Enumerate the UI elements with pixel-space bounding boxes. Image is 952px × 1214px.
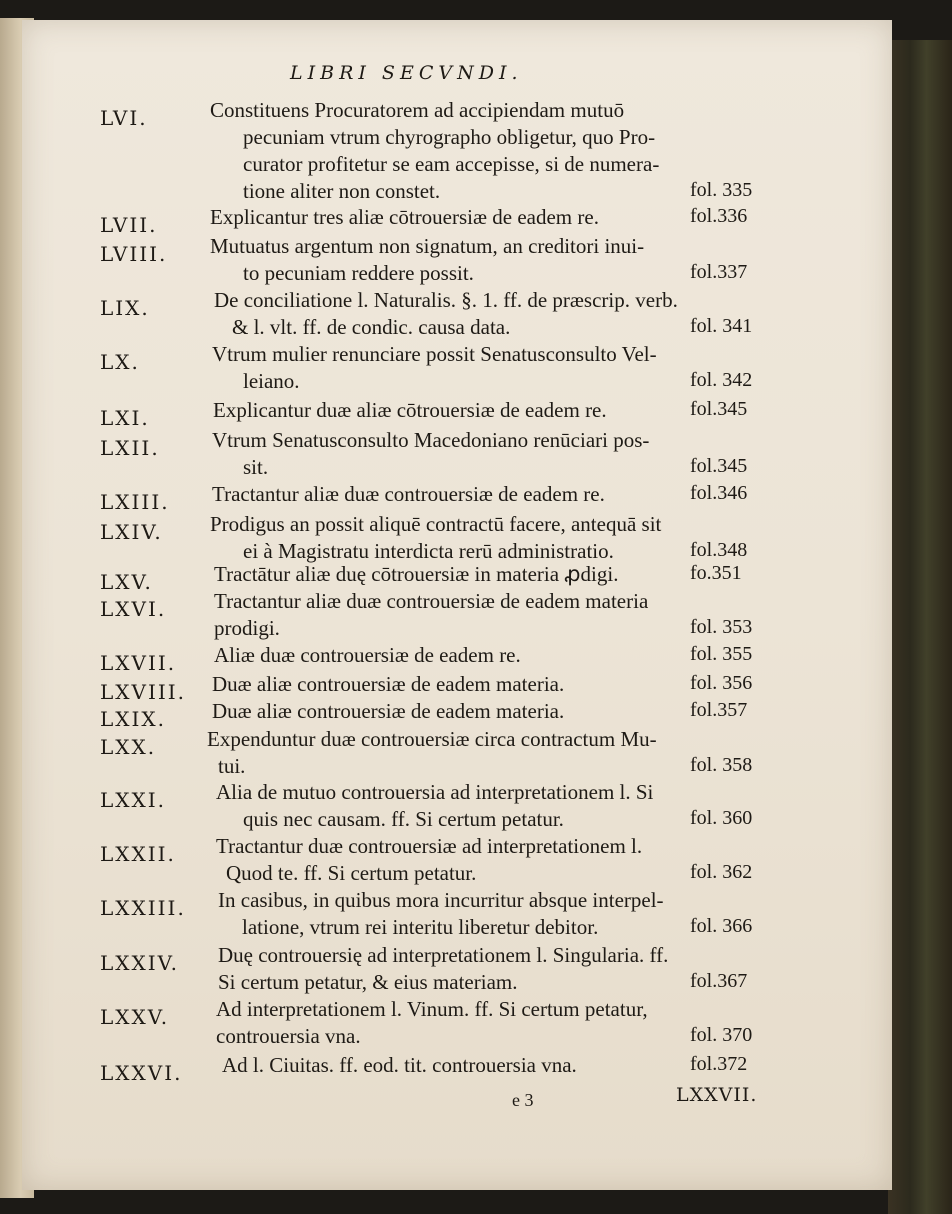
entry-text-line: Expenduntur duæ controuersiæ circa contractum Mu- [207, 727, 657, 751]
entry-text-line: In casibus, in quibus mora incurritur absque interpel- [218, 888, 664, 912]
entry-number: LVIII. [100, 242, 168, 266]
entry-number: LXXVI. [100, 1061, 183, 1085]
entry-number: LXXV. [100, 1005, 170, 1029]
folio-reference: fol. 360 [690, 807, 753, 829]
entry-text-line: Constituens Procuratorem ad accipiendam mutuō [210, 98, 625, 122]
entry-text-line: latione, vtrum rei interitu liberetur debitor. [242, 915, 599, 939]
entry-number: LXXII. [100, 842, 176, 866]
entry-text-line: Vtrum Senatusconsulto Macedoniano renūciari pos- [212, 428, 650, 452]
folio-reference: fol.345 [690, 455, 748, 477]
entry-text-line: Explicantur duæ aliæ cōtrouersiæ de eadem re. [213, 398, 607, 422]
entry-number: LXVII. [100, 651, 177, 675]
entry-text-line: to pecuniam reddere possit. [243, 261, 474, 285]
folio-reference: fol. 335 [690, 179, 753, 201]
entry-text-line: & l. vlt. ff. de condic. causa data. [232, 315, 511, 339]
entry-number: LXI. [100, 406, 150, 430]
entry-text-line: Aliæ duæ controuersiæ de eadem re. [214, 643, 521, 667]
entry-text-line: Tractātur aliæ duę cōtrouersiæ in materia ꝓdigi. [214, 562, 619, 586]
entry-text-line: Mutuatus argentum non signatum, an creditori inui- [210, 234, 645, 258]
entry-number: LXIII. [100, 490, 170, 514]
folio-reference: fol. 353 [690, 616, 753, 638]
entry-number: LXVI. [100, 597, 167, 621]
entry-text-line: sit. [243, 455, 269, 479]
entry-number: LXII. [100, 436, 160, 460]
entry-text-line: quis nec causam. ff. Si certum petatur. [243, 807, 564, 831]
folio-reference: fol. 355 [690, 643, 753, 665]
entry-text-line: Si certum petatur, & eius materiam. [218, 970, 518, 994]
entry-text-line: Explicantur tres aliæ cōtrouersiæ de eadem re. [210, 205, 599, 229]
folio-reference: fol. 341 [690, 315, 753, 337]
folio-reference: fo.351 [690, 562, 742, 584]
entry-text-line: De conciliatione l. Naturalis. §. 1. ff. de præscrip. verb. [214, 288, 678, 312]
entry-number: LXVIII. [100, 680, 187, 704]
entry-text-line: tione aliter non constet. [243, 179, 441, 203]
entry-text-line: Tractantur duæ controuersiæ ad interpretationem l. [216, 834, 643, 858]
folio-reference: fol. 370 [690, 1024, 753, 1046]
entry-text-line: prodigi. [214, 616, 280, 640]
entry-text-line: Prodigus an possit aliquē contractū facere, antequā sit [210, 512, 662, 536]
entry-text-line: Duę controuersię ad interpretationem l. Singularia. ff. [218, 943, 669, 967]
entry-number: LXIV. [100, 520, 163, 544]
folio-reference: fol.372 [690, 1053, 748, 1075]
folio-reference: fol. 366 [690, 915, 753, 937]
entry-text-line: Tractantur aliæ duæ controuersiæ de eadem re. [212, 482, 605, 506]
folio-reference: fol. 356 [690, 672, 753, 694]
entry-text-line: pecuniam vtrum chyrographo obligetur, quo Pro- [243, 125, 656, 149]
entry-text-line: tui. [218, 754, 246, 778]
folio-reference: fol. 342 [690, 369, 753, 391]
entry-number: LXIX. [100, 707, 167, 731]
entry-text-line: Ad l. Ciuitas. ff. eod. tit. controuersia vna. [222, 1053, 577, 1077]
entry-number: LXX. [100, 735, 157, 759]
entry-number: LVI. [100, 106, 148, 130]
entry-text-line: leiano. [243, 369, 300, 393]
signature-mark: e 3 [512, 1090, 534, 1110]
folio-reference: fol.336 [690, 205, 748, 227]
entry-number: LIX. [100, 296, 150, 320]
entry-text-line: Alia de mutuo controuersia ad interpretationem l. Si [216, 780, 654, 804]
folio-reference: fol.337 [690, 261, 748, 283]
entry-text-line: Duæ aliæ controuersiæ de eadem materia. [212, 672, 565, 696]
folio-reference: fol.346 [690, 482, 748, 504]
folio-reference: fol.367 [690, 970, 748, 992]
book-binding [888, 40, 952, 1214]
entry-text-line: curator profitetur se eam accepisse, si de numera- [243, 152, 660, 176]
entry-text-line: ei à Magistratu interdicta rerū administratio. [243, 539, 614, 563]
folio-reference: fol. 362 [690, 861, 753, 883]
folio-reference: fol.345 [690, 398, 748, 420]
entry-number: LXXIV. [100, 951, 179, 975]
entry-text-line: controuersia vna. [216, 1024, 361, 1048]
entry-number: LX. [100, 350, 140, 374]
entry-text-line: Vtrum mulier renunciare possit Senatusconsulto Vel- [212, 342, 657, 366]
entry-number: LXXIII. [100, 896, 186, 920]
running-head: LIBRI SECVNDI. [290, 62, 523, 84]
entry-text-line: Tractantur aliæ duæ controuersiæ de eadem materia [214, 589, 649, 613]
entry-number: LXXI. [100, 788, 167, 812]
folio-reference: fol.348 [690, 539, 748, 561]
folio-reference: fol.357 [690, 699, 748, 721]
entry-number: LVII. [100, 213, 158, 237]
entry-text-line: Ad interpretationem l. Vinum. ff. Si certum petatur, [216, 997, 648, 1021]
entry-number: LXV. [100, 570, 153, 594]
catchword: LXXVII. [676, 1084, 758, 1106]
entry-text-line: Duæ aliæ controuersiæ de eadem materia. [212, 699, 565, 723]
folio-reference: fol. 358 [690, 754, 753, 776]
entry-text-line: Quod te. ff. Si certum petatur. [226, 861, 477, 885]
